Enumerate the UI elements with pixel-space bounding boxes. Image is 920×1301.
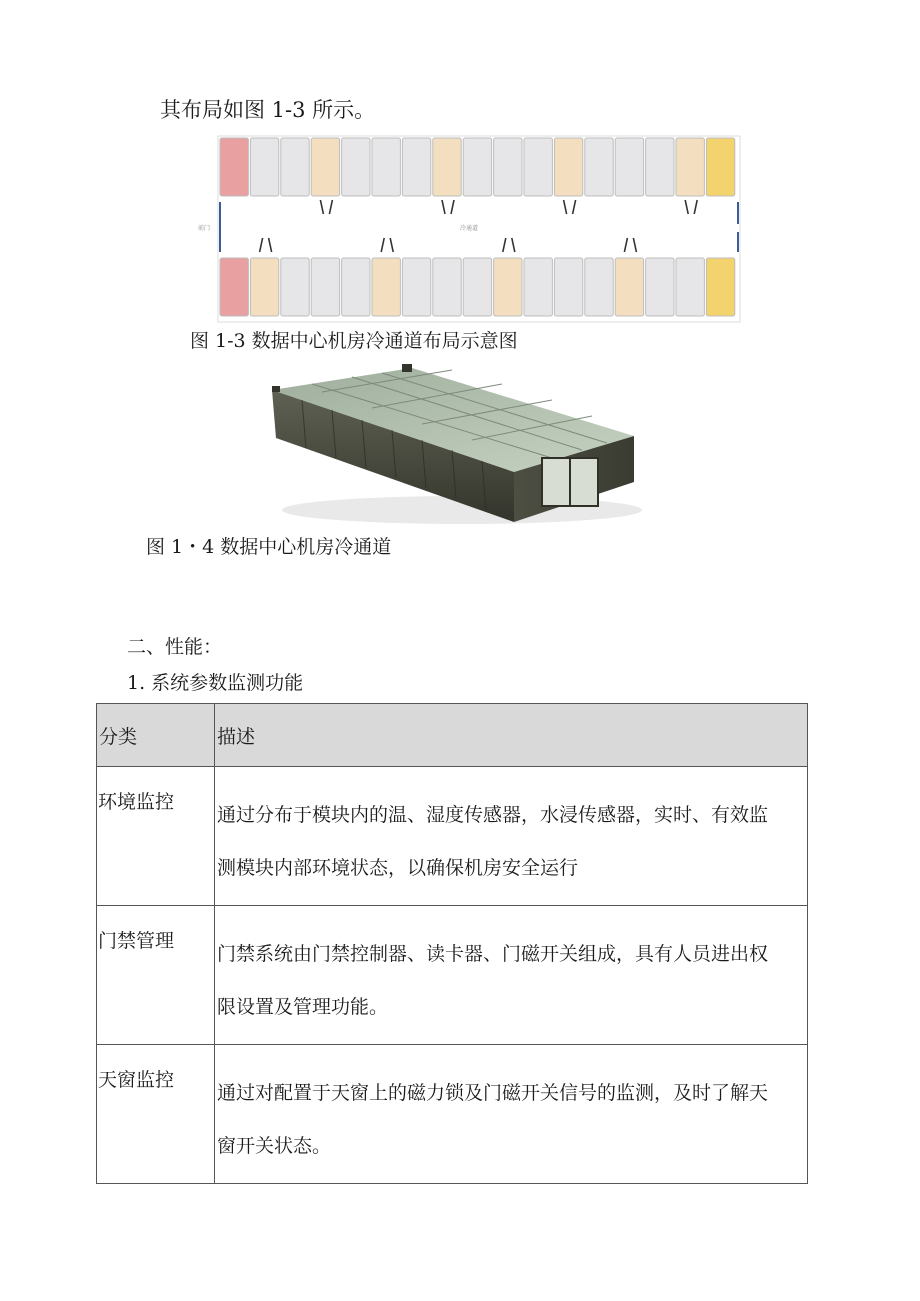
rack-cabinet	[706, 258, 734, 316]
rack-cabinet	[463, 258, 491, 316]
table-row	[97, 1045, 808, 1184]
rack-cabinet	[615, 258, 643, 316]
rack-cabinet	[250, 258, 278, 316]
rack-cabinet	[402, 258, 430, 316]
rack-cabinet	[433, 138, 461, 196]
rack-cabinet	[372, 258, 400, 316]
header-description: 描述	[215, 704, 808, 767]
table-header-row	[97, 704, 808, 767]
rack-cabinet	[311, 258, 339, 316]
cold-aisle-layout-diagram	[196, 130, 746, 330]
rack-cabinet	[220, 138, 248, 196]
monitoring-functions-table	[96, 703, 808, 1184]
front-door-label: 前门	[198, 225, 211, 232]
subsection-title: 1. 系统参数监测功能	[127, 672, 304, 694]
row-category: 天窗监控	[97, 1045, 215, 1184]
header-category: 分类	[97, 704, 215, 767]
row-description: 门禁系统由门禁控制器、读卡器、门磁开关组成，具有人员进出权 限设置及管理功能。	[215, 906, 808, 1045]
cold-aisle-module-image	[262, 360, 642, 525]
rack-cabinet	[463, 138, 491, 196]
rack-cabinet	[554, 138, 582, 196]
figure-1-4-caption: 图 1・4 数据中心机房冷通道	[146, 536, 392, 558]
rack-cabinet	[342, 138, 370, 196]
rack-cabinet	[220, 258, 248, 316]
table-row	[97, 906, 808, 1045]
rack-cabinet	[646, 258, 674, 316]
rack-cabinet	[250, 138, 278, 196]
rack-cabinet	[402, 138, 430, 196]
rack-cabinet	[585, 138, 613, 196]
rack-cabinet	[524, 258, 552, 316]
rack-cabinet	[372, 138, 400, 196]
table-row	[97, 767, 808, 906]
rack-cabinet	[554, 258, 582, 316]
row-category: 门禁管理	[97, 906, 215, 1045]
row-description: 通过对配置于天窗上的磁力锁及门磁开关信号的监测，及时了解天 窗开关状态。	[215, 1045, 808, 1184]
cold-aisle-label: 冷通道	[460, 225, 479, 232]
rack-cabinet	[524, 138, 552, 196]
rack-cabinet	[311, 138, 339, 196]
top-rack-row	[220, 138, 735, 196]
rack-cabinet	[706, 138, 734, 196]
row-description: 通过分布于模块内的温、湿度传感器，水浸传感器，实时、有效监 测模块内部环境状态，以确保机房安全运行	[215, 767, 808, 906]
rack-cabinet	[433, 258, 461, 316]
rack-cabinet	[281, 258, 309, 316]
rack-cabinet	[676, 258, 704, 316]
rack-cabinet	[494, 138, 522, 196]
rack-cabinet	[585, 258, 613, 316]
rack-cabinet	[676, 138, 704, 196]
rack-cabinet	[342, 258, 370, 316]
figure-1-3-caption: 图 1-3 数据中心机房冷通道布局示意图	[190, 330, 518, 352]
lead-text: 其布局如图 1-3 所示。	[160, 98, 376, 122]
rack-cabinet	[615, 138, 643, 196]
rack-cabinet	[281, 138, 309, 196]
row-category: 环境监控	[97, 767, 215, 906]
rack-cabinet	[646, 138, 674, 196]
bottom-rack-row	[220, 258, 735, 316]
section-title: 二、性能：	[127, 636, 223, 658]
rack-cabinet	[494, 258, 522, 316]
